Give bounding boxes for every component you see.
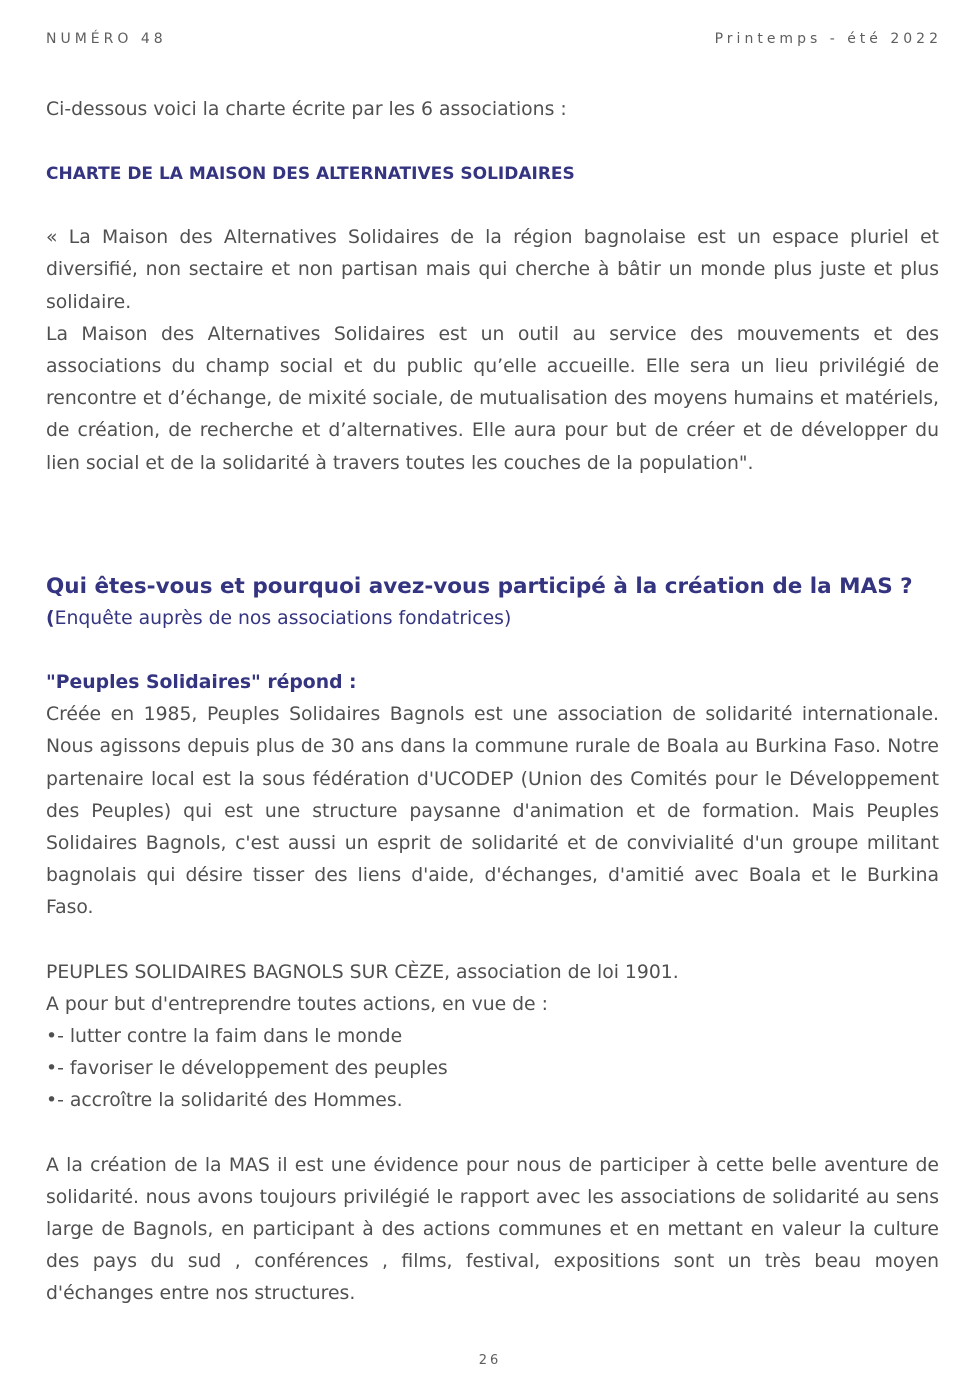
survey-subheading-paren: ( bbox=[46, 607, 55, 629]
peuples-statute-line-2: A pour but d'entreprendre toutes actions, en vue de : bbox=[46, 993, 548, 1015]
issue-number: NUMÉRO 48 bbox=[46, 31, 167, 47]
article-body bbox=[46, 94, 939, 1311]
charter-title: CHARTE DE LA MAISON DES ALTERNATIVES SOLIDAIRES bbox=[46, 164, 575, 185]
peuples-statute-line-1: PEUPLES SOLIDAIRES BAGNOLS SUR CÈZE, association de loi 1901. bbox=[46, 961, 679, 983]
page-number: 26 bbox=[478, 1353, 502, 1368]
peuples-description: Créée en 1985, Peuples Solidaires Bagnols est une association de solidarité internationale. Nous agissons depuis plus de 30 ans dans la commune rurale de Boala au Burkina Faso. Notre partenaire local est la sous fédération d'UCODEP (Union des Comités pour le Développement des Peuples) qui est une structure paysanne d'animation et de formation. Mais Peuples Solidaires Bagnols, c'est aussi un esprit de solidarité et de convivialité d'un groupe militant bagnolais qui désire tisser des liens d'aide, d'échanges, d'amitié avec Boala et le Burkina Faso. bbox=[46, 704, 939, 919]
season-date: Printemps - été 2022 bbox=[714, 31, 942, 47]
charter-paragraph-2: La Maison des Alternatives Solidaires est un outil au service des mouvements et des associations du champ social et du public qu’elle accueille. Elle sera un lieu privilégié de rencontre et d’échange, de mixité sociale, de mutualisation des moyens humains et matériels, de création, de recherche et d’alternatives. Elle aura pour but de créer et de développer du lien social et de la solidarité à travers toutes les couches de la population". bbox=[46, 323, 939, 474]
peuples-closing: A la création de la MAS il est une évidence pour nous de participer à cette belle aventure de solidarité. nous avons toujours privilégié le rapport avec les associations de solidarité au sens large de Bagnols, en participant à des actions communes et en mettant en valeur la culture des pays du sud , conférences , films, festival, expositions sont un très beau moyen d'échanges entre nos structures. bbox=[46, 1154, 939, 1305]
aim-list-item: •- accroître la solidarité des Hommes. bbox=[46, 1090, 403, 1112]
aim-list-item: •- favoriser le développement des peuples bbox=[46, 1058, 448, 1080]
survey-heading: Qui êtes-vous et pourquoi avez-vous participé à la création de la MAS ? bbox=[46, 573, 913, 599]
intro-text: Ci-dessous voici la charte écrite par les 6 associations : bbox=[46, 99, 567, 120]
peuples-title: "Peuples Solidaires" répond : bbox=[46, 672, 357, 694]
aim-list-item: •- lutter contre la faim dans le monde bbox=[46, 1026, 403, 1048]
survey-subheading-text: Enquête auprès de nos associations fondatrices) bbox=[54, 607, 512, 629]
charter-paragraph-1: « La Maison des Alternatives Solidaires de la région bagnolaise est un espace pluriel et diversifié, non sectaire et non partisan mais qui cherche à bâtir un monde plus juste et plus solidaire. bbox=[46, 227, 939, 313]
survey-subheading bbox=[46, 603, 939, 635]
